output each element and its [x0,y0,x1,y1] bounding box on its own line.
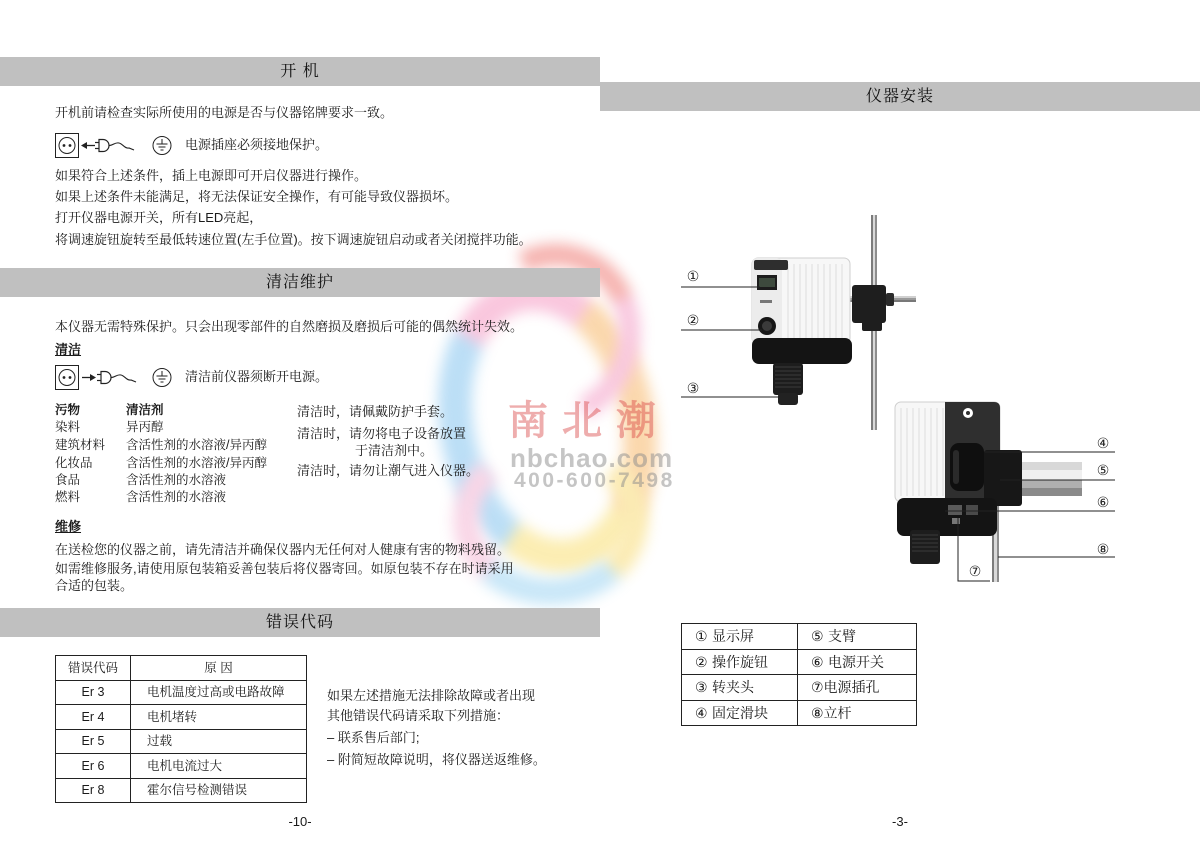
dirt-column-header: 污物 [55,403,81,417]
repair-subhead: 维修 [55,519,82,534]
repair-line: 在送检您的仪器之前，请先清洁并确保仪器内无任何对人健康有害的物料残留。 [55,542,511,557]
agent-cell: 含活性剂的水溶液 [126,473,227,487]
power-check-text: 开机前请检查实际所使用的电源是否与仪器铭牌要求一致。 [55,105,394,120]
cause-cell: 霍尔信号检测错误 [131,778,307,803]
callout-number: ⑤ [1096,463,1110,479]
power-switch [948,505,962,515]
callout-fixing-slider [985,436,1115,452]
cause-cell: 电机电流过大 [131,754,307,779]
stirrer-front-view [752,215,916,430]
plug-icon [97,372,136,384]
table-row [682,649,917,675]
dirt-cell: 染料 [55,420,81,434]
callout-chuck [681,381,783,397]
dirt-cell: 食品 [55,473,81,487]
table-row [56,680,307,705]
table-row [682,675,917,701]
cleaning-note: 清洁时，请勿让潮气进入仪器。 [297,463,480,478]
arrow-right-icon [82,374,96,381]
section-title-errors: 错误代码 [265,614,334,631]
power-socket [966,505,978,515]
startup-line: 打开仪器电源开关，所有LED亮起， [55,210,263,225]
part-label: ⑧立杆 [798,700,917,726]
dirt-cell: 建筑材料 [55,438,106,452]
table-header-row [56,656,307,681]
agent-cell: 含活性剂的水溶液 [126,490,227,504]
callout-display [681,269,760,287]
watermark-phone: 400-600-7498 [514,469,675,492]
page-number-left: -10- [288,814,312,829]
fixing-clamp [852,285,894,331]
section-title-installation: 仪器安装 [865,88,934,105]
section-header-startup [0,57,600,86]
startup-line: 将调速旋钮旋转至最低转速位置(左手位置)。按下调速旋钮启动或者关闭搅拌功能。 [55,232,532,247]
error-advice: – 联系售后部门; [327,730,420,745]
cause-header: 原 因 [131,656,307,681]
section-title-cleaning: 清洁维护 [265,274,334,291]
cause-cell: 电机堵转 [131,705,307,730]
fixing-slider-knob [950,443,984,491]
part-label: ① 显示屏 [682,624,798,650]
repair-line: 如需维修服务,请使用原包装箱妥善包装后将仪器寄回。如原包装不存在时请采用 [55,561,514,576]
page-number-right: -3- [892,814,908,829]
cleaning-note: 清洁时，请佩戴防护手套。 [297,404,454,419]
table-row [56,778,307,803]
cleaning-note: 于清洁剂中。 [355,443,434,458]
plug-icon [95,140,134,152]
table-row [56,729,307,754]
instrument-installation-figure [600,200,1200,600]
startup-line: 如果符合上述条件，插上电源即可开启仪器进行操作。 [55,168,368,183]
support-arm [1022,462,1082,496]
section-title-startup: 开 机 [280,63,320,80]
part-label: ④ 固定滑块 [682,700,798,726]
housing-base [752,338,852,364]
part-label: ③ 转夹头 [682,675,798,701]
watermark-brand: 南北潮 [508,397,670,444]
agent-column-header: 清洁剂 [126,403,164,417]
dirt-cell: 化妆品 [55,456,93,470]
error-code-cell: Er 3 [56,680,131,705]
power-connection-icons [55,133,180,159]
part-label: ⑤ 支臂 [798,624,917,650]
table-row [682,624,917,650]
section-header-errors [0,608,600,637]
error-advice: 其他错误代码请采取下列措施： [327,708,510,723]
disconnect-note: 清洁前仪器须断开电源。 [185,369,329,384]
error-code-table [55,655,307,803]
socket-icon [56,366,79,390]
dirt-cell: 燃料 [55,490,81,504]
error-code-cell: Er 8 [56,778,131,803]
part-label: ⑦电源插孔 [798,675,917,701]
error-advice: – 附简短故障说明，将仪器送返维修。 [327,752,546,767]
chuck [773,363,803,405]
callout-stand-rod [998,542,1115,558]
section-header-cleaning [0,268,600,297]
repair-line: 合适的包装。 [55,578,134,593]
error-code-cell: Er 4 [56,705,131,730]
part-label: ⑥ 电源开关 [798,649,917,675]
ground-note: 电源插座必须接地保护。 [185,137,329,152]
stirrer-rear-view [895,402,1082,582]
agent-cell: 异丙醇 [126,420,164,434]
agent-cell: 含活性剂的水溶液/异丙醇 [126,456,267,470]
table-row [56,754,307,779]
startup-line: 如果上述条件未能满足，将无法保证安全操作，有可能导致仪器损坏。 [55,189,459,204]
cleaning-intro: 本仪器无需特殊保护。只会出现零部件的自然磨损及磨损后可能的偶然统计失效。 [55,319,524,334]
part-label: ② 操作旋钮 [682,649,798,675]
callout-number: ⑧ [1096,542,1110,558]
callout-number: ③ [686,381,700,397]
ground-icon [153,369,171,387]
callout-number: ② [686,313,700,329]
cleaning-note: 清洁时，请勿将电子设备放置 [297,426,467,441]
callout-number: ⑦ [968,564,982,580]
callout-number: ⑥ [1096,495,1110,511]
callout-number: ④ [1096,436,1110,452]
cleaning-subhead: 清洁 [55,342,82,357]
error-code-cell: Er 5 [56,729,131,754]
disconnect-icons [55,365,180,391]
table-row [56,705,307,730]
agent-cell: 含活性剂的水溶液/异丙醇 [126,438,267,452]
control-knob [758,317,776,335]
parts-legend-table [681,623,917,726]
ground-icon [153,137,171,155]
error-code-cell: Er 6 [56,754,131,779]
arm-clamp [984,450,1022,506]
socket-icon [56,134,79,158]
cause-cell: 电机温度过高或电路故障 [131,680,307,705]
cause-cell: 过载 [131,729,307,754]
callout-number: ① [686,269,700,285]
error-code-header: 错误代码 [56,656,131,681]
watermark-site: nbchao.com [510,443,674,473]
callout-knob [681,313,762,330]
error-advice: 如果左述措施无法排除故障或者出现 [327,688,536,703]
arrow-left-icon [81,142,95,149]
table-row [682,700,917,726]
chuck [910,530,940,564]
section-header-installation [600,82,1200,111]
